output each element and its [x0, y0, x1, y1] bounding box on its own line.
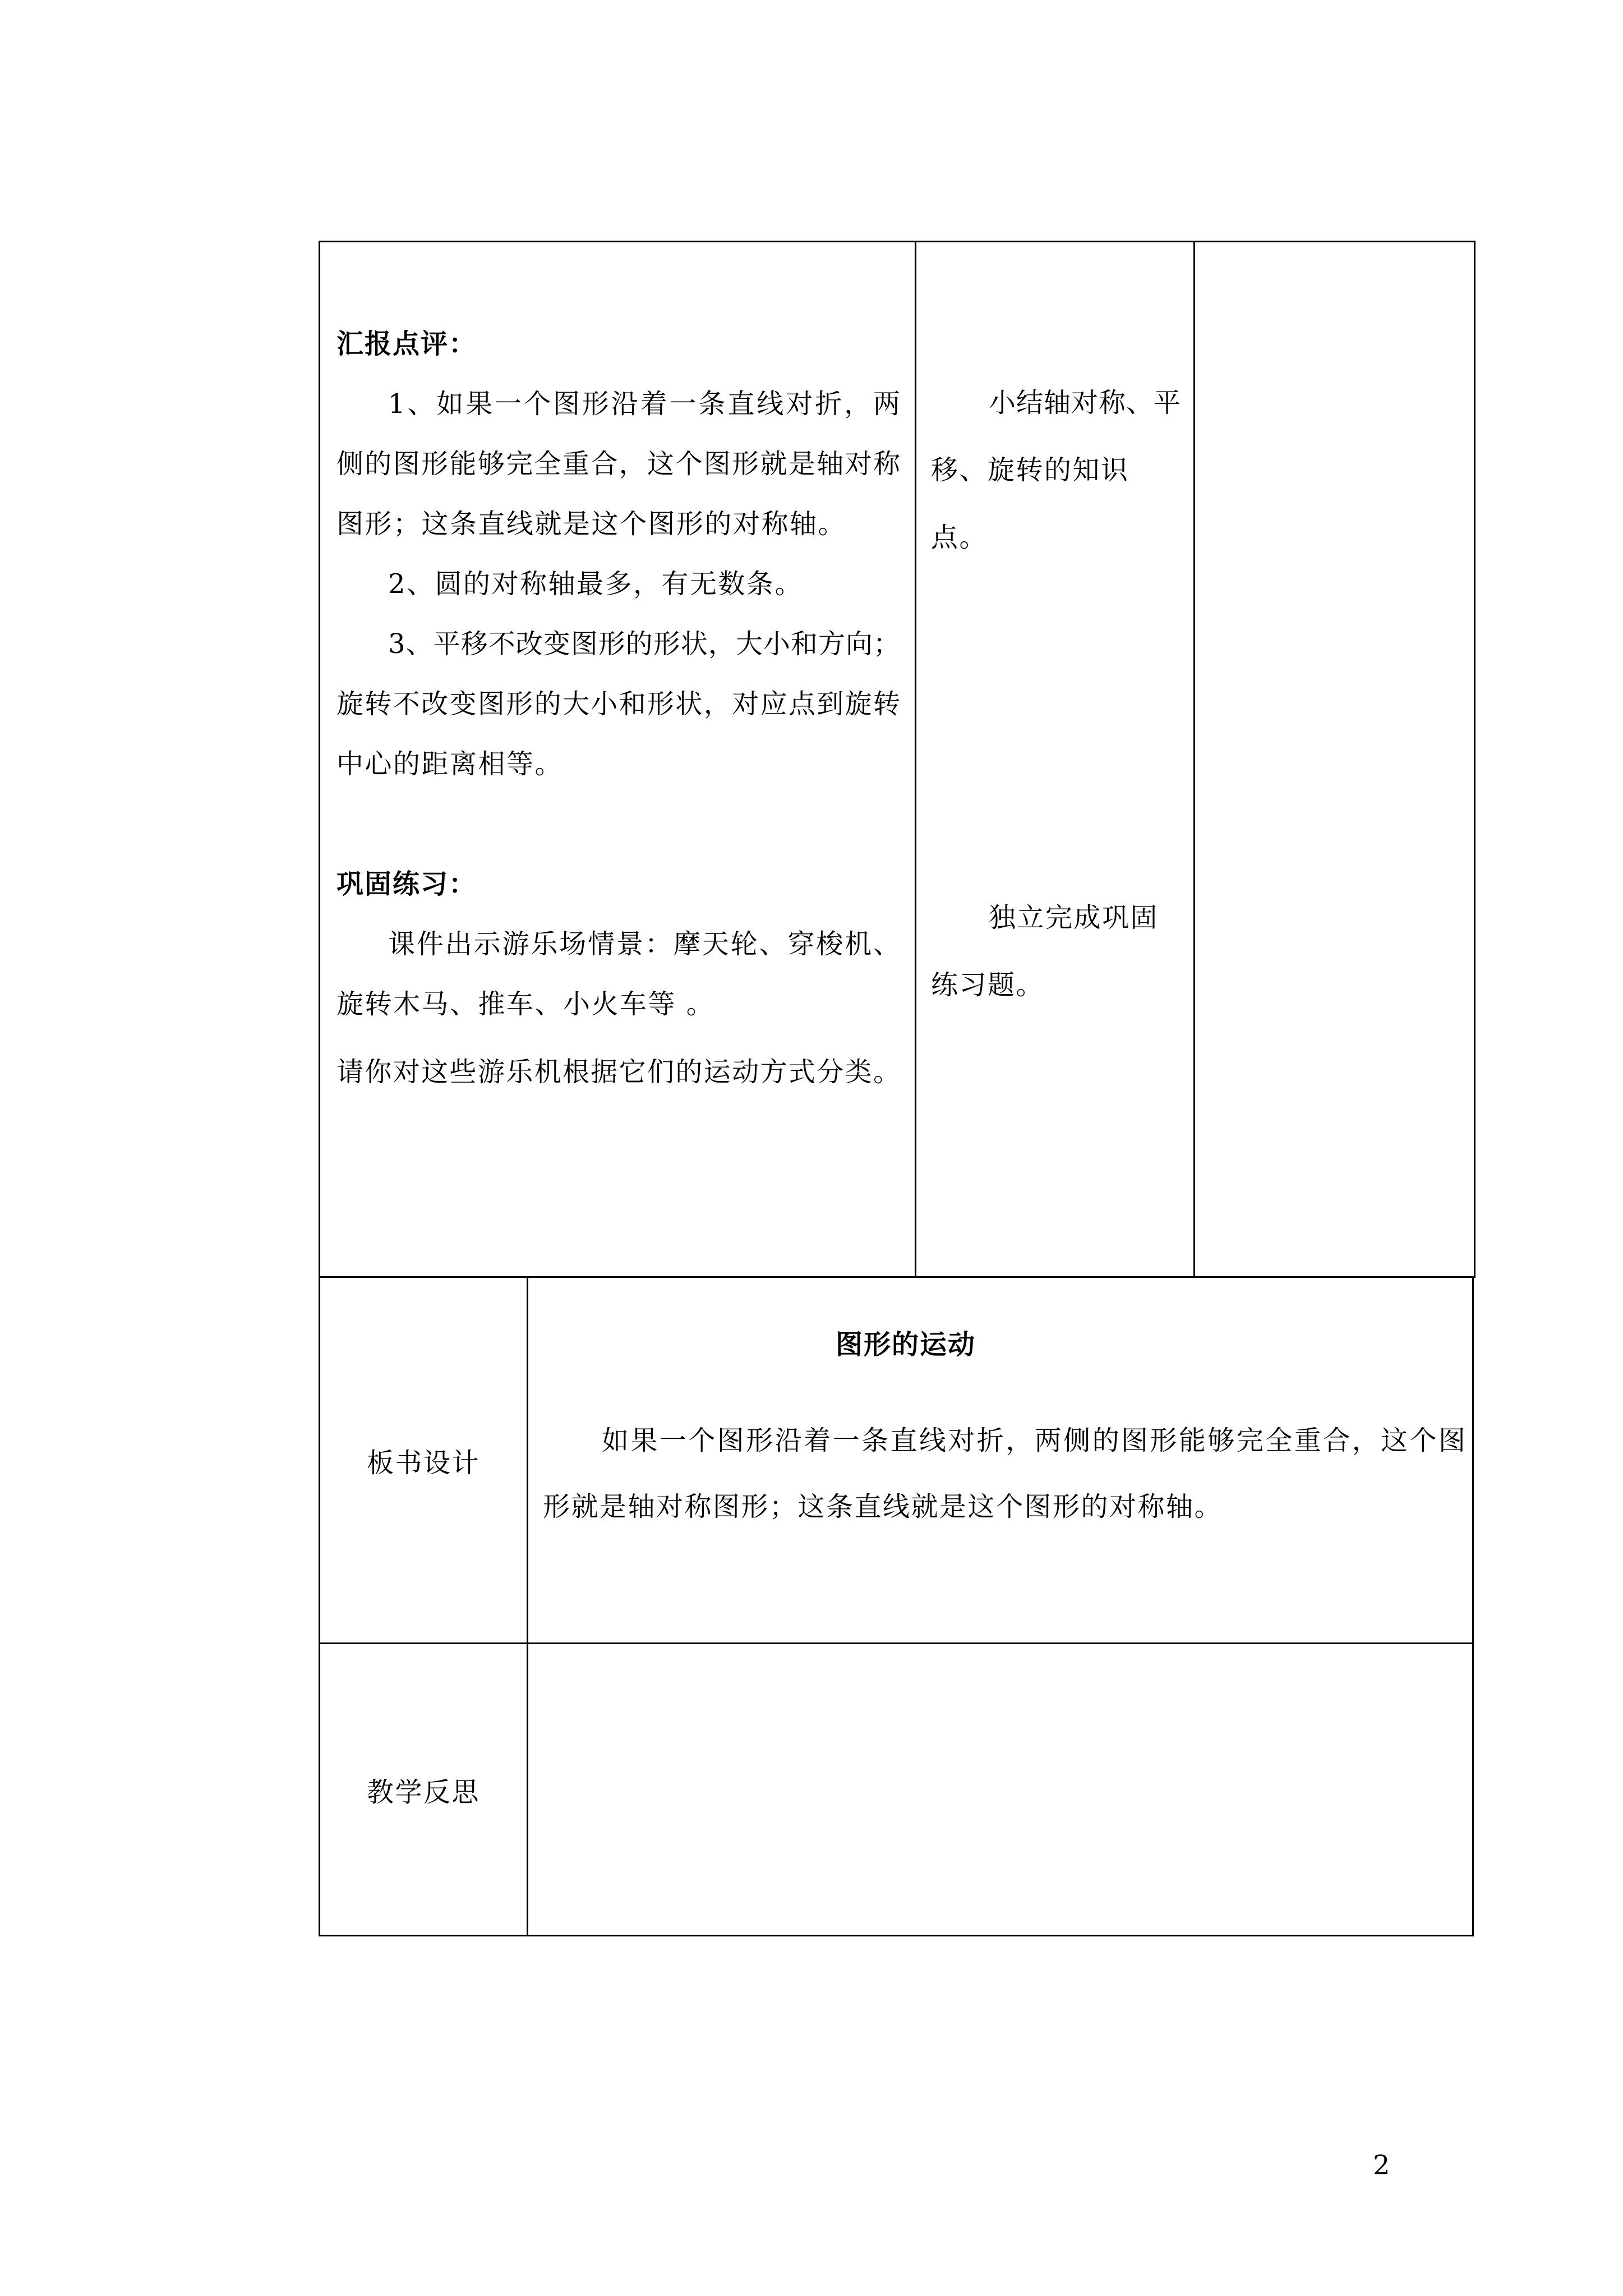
board-design-label-text: 板书设计 [366, 1447, 480, 1479]
teaching-process-cell [320, 242, 916, 1276]
board-design-content [528, 1278, 1472, 1642]
student-activity-cell [916, 242, 1195, 1276]
reflection-row [320, 1644, 1472, 1935]
board-reflection-table [319, 1276, 1474, 1936]
notes-cell [1195, 242, 1474, 1276]
report-point-3 [336, 614, 900, 794]
board-design-row [320, 1278, 1472, 1644]
board-design-title: 图形的运动 [835, 1329, 976, 1360]
report-point-line: 1、如果一个图形沿着一条直线对折，两 [388, 388, 900, 420]
report-point-line: 图形；这条直线就是这个图形的对称轴。 [336, 508, 847, 540]
practice-note-line: 练习题。 [931, 969, 1045, 1001]
report-point-line: 3、平移不改变图形的形状，大小和方向； [388, 628, 900, 660]
report-point-line: 旋转不改变图形的大小和形状，对应点到旋转 [336, 688, 900, 720]
board-design-line: 如果一个图形沿着一条直线对折，两侧的图形能够完全重合，这个图 [602, 1425, 1465, 1456]
practice-heading: 巩固练习： [336, 868, 477, 900]
board-design-line: 形就是轴对称图形；这条直线就是这个图形的对称轴。 [543, 1491, 1223, 1522]
practice-line: 旋转木马、推车、小火车等 。 [336, 988, 715, 1020]
practice-note [931, 884, 1181, 1019]
reflection-label-text: 教学反思 [366, 1776, 480, 1808]
board-design-paragraph [543, 1407, 1465, 1540]
report-point-line: 2、圆的对称轴最多，有无数条。 [388, 568, 804, 600]
report-point-1 [336, 374, 900, 554]
lesson-table [319, 241, 1476, 1278]
practice-note-line: 独立完成巩固 [989, 902, 1159, 933]
board-design-label [320, 1278, 528, 1642]
report-point-2 [336, 554, 900, 614]
summary-line: 移、旋转的知识点。 [931, 454, 1129, 553]
report-point-line: 中心的距离相等。 [336, 748, 564, 780]
summary-note [931, 369, 1181, 571]
practice-description [336, 914, 900, 1034]
report-heading: 汇报点评： [336, 328, 477, 360]
reflection-label [320, 1644, 528, 1935]
practice-line: 课件出示游乐场情景：摩天轮、穿梭机、 [388, 928, 900, 960]
page-number: 2 [1373, 2150, 1390, 2181]
summary-line: 小结轴对称、平 [989, 387, 1181, 418]
reflection-content [528, 1644, 1472, 1935]
blank-line [336, 794, 900, 854]
practice-task: 请你对这些游乐机根据它们的运动方式分类。 [336, 1056, 900, 1088]
report-point-line: 侧的图形能够完全重合，这个图形就是轴对称 [336, 448, 900, 480]
